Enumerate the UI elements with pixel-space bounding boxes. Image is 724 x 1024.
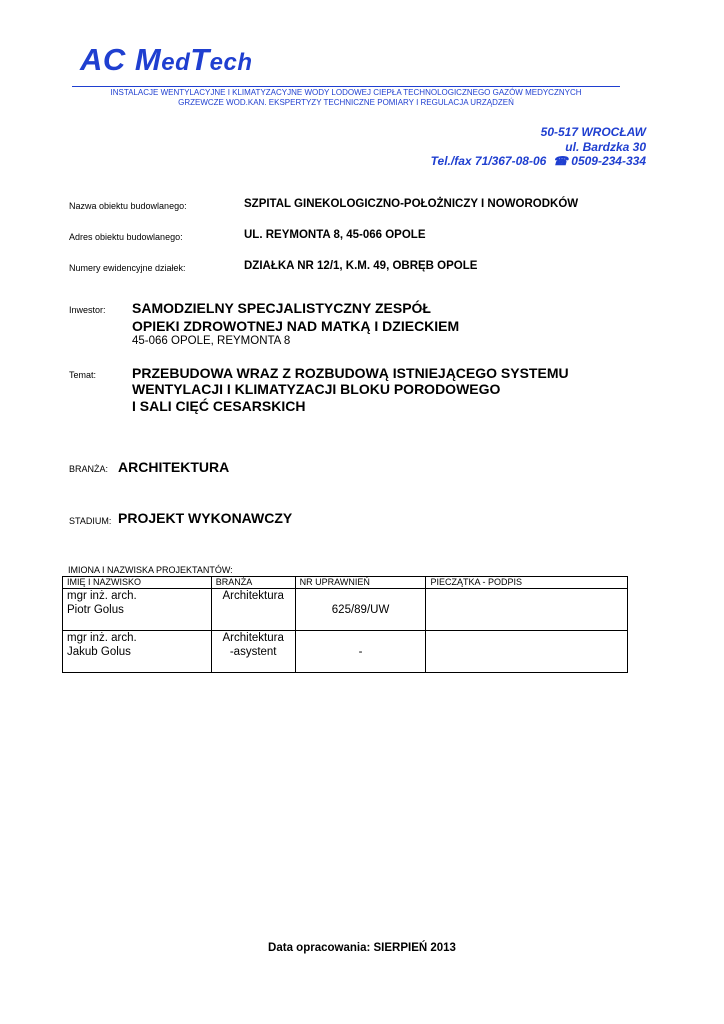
- company-logo: AC MedTech: [80, 42, 253, 77]
- investor-line-2: OPIEKI ZDROWOTNEJ NAD MATKĄ I DZIECKIEM: [132, 318, 460, 334]
- branch-text-2: -asystent: [229, 646, 277, 658]
- investor-label: Inwestor:: [69, 305, 106, 315]
- stamp-cell: [426, 631, 628, 673]
- header-license: NR UPRAWNIEŃ: [295, 577, 426, 589]
- topic-label: Temat:: [69, 370, 97, 380]
- elaboration-date: Data opracowania: SIERPIEŃ 2013: [268, 942, 456, 954]
- designer-cell: [63, 589, 212, 631]
- address-phone: Tel./fax 71/367-08-06: [430, 154, 547, 168]
- phone-icon: ☎: [552, 154, 568, 168]
- object-name-label: Nazwa obiektu budowlanego:: [69, 201, 187, 211]
- address-city: 50-517 WROCŁAW: [540, 125, 646, 139]
- branch-cell: [211, 631, 295, 673]
- parcel-label: Numery ewidencyjne działek:: [69, 263, 186, 273]
- header-rule: [72, 86, 620, 87]
- object-address-label: Adres obiektu budowlanego:: [69, 232, 183, 242]
- designers-caption: IMIONA I NAZWISKA PROJEKTANTÓW:: [68, 565, 233, 575]
- investor-line-1: SAMODZIELNY SPECJALISTYCZNY ZESPÓŁ: [132, 300, 431, 316]
- designer-name: Jakub Golus: [67, 646, 131, 658]
- branch-cell: [211, 589, 295, 631]
- topic-line-2: WENTYLACJI I KLIMATYZACJI BLOKU PORODOWEGO: [132, 381, 501, 397]
- branch-text: Architektura: [222, 632, 284, 644]
- tagline-line-1: INSTALACJE WENTYLACYJNE I KLIMATYZACYJNE WODY LODOWEJ CIEPŁA TECHNOLOGICZNEGO GAZÓW MEDYCZNYCH: [110, 88, 582, 97]
- stamp-cell: [426, 589, 628, 631]
- address-phone-line: [431, 154, 646, 168]
- branch-label: BRANŻA:: [69, 464, 109, 474]
- stage-label: STADIUM:: [69, 516, 112, 526]
- address-mobile: 0509-234-334: [571, 154, 646, 168]
- header-name: IMIĘ I NAZWISKO: [63, 577, 212, 589]
- license-cell: 625/89/UW: [295, 589, 426, 631]
- header-branch: BRANŻA: [211, 577, 295, 589]
- designer-title: mgr inż. arch.: [67, 632, 137, 644]
- designer-cell: [63, 631, 212, 673]
- stage-value: PROJEKT WYKONAWCZY: [118, 510, 293, 526]
- license-cell: -: [295, 631, 426, 673]
- table-row: [63, 589, 628, 631]
- table-header-row: [63, 577, 628, 589]
- object-name-value: SZPITAL GINEKOLOGICZNO-POŁOŻNICZY I NOWORODKÓW: [244, 198, 579, 210]
- company-tagline: [72, 88, 620, 108]
- table-row: [63, 631, 628, 673]
- header-stamp: PIECZĄTKA - PODPIS: [426, 577, 628, 589]
- designer-name: Piotr Golus: [67, 604, 124, 616]
- designer-title: mgr inż. arch.: [67, 590, 137, 602]
- topic-line-3: I SALI CIĘĆ CESARSKICH: [132, 398, 306, 414]
- investor-address: 45-066 OPOLE, REYMONTA 8: [132, 335, 291, 347]
- parcel-value: DZIAŁKA NR 12/1, K.M. 49, OBRĘB OPOLE: [244, 260, 478, 272]
- topic-line-1: PRZEBUDOWA WRAZ Z ROZBUDOWĄ ISTNIEJĄCEGO SYSTEMU: [132, 365, 569, 381]
- object-address-value: UL. REYMONTA 8, 45-066 OPOLE: [244, 229, 426, 241]
- tagline-line-2: GRZEWCZE WOD.KAN. EKSPERTYZY TECHNICZNE POMIARY I REGULACJA URZĄDZEŃ: [178, 98, 514, 107]
- branch-text: Architektura: [222, 590, 284, 602]
- address-street: ul. Bardzka 30: [565, 140, 646, 154]
- branch-value: ARCHITEKTURA: [118, 459, 230, 475]
- designers-table: [62, 576, 628, 673]
